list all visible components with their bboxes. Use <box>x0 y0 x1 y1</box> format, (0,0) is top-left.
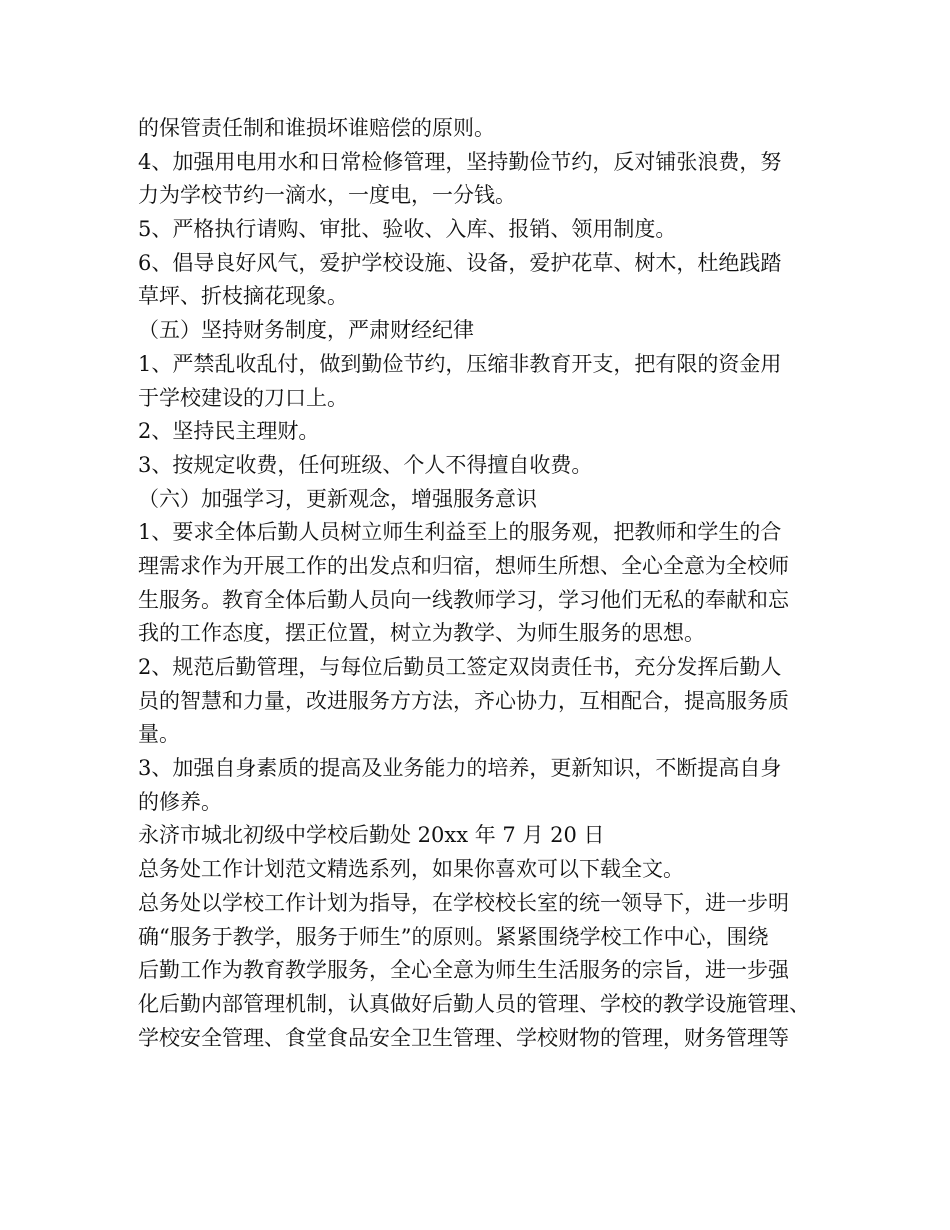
text-line: 化后勤内部管理机制，认真做好后勤人员的管理、学校的教学设施管理、 <box>138 991 810 1016</box>
text-line: 生服务。教育全体后勤人员向一线教师学习，学习他们无私的奉献和忘 <box>138 587 789 612</box>
text-line: 总务处工作计划范文精选系列，如果你喜欢可以下载全文。 <box>138 857 684 882</box>
signature-line: 永济市城北初级中学校后勤处 20xx 年 7 月 20 日 <box>138 823 605 848</box>
text-line: 3、加强自身素质的提高及业务能力的培养，更新知识，不断提高自身 <box>138 756 782 781</box>
text-line: 量。 <box>138 722 180 747</box>
text-line: 的保管责任制和谁损坏谁赔偿的原则。 <box>138 116 495 140</box>
text-line: 2、坚持民主理财。 <box>138 419 320 444</box>
section-heading: （五）坚持财务制度，严肃财经纪律 <box>138 318 474 343</box>
text-line: 的修养。 <box>138 789 222 814</box>
text-line: 1、要求全体后勤人员树立师生利益至上的服务观，把教师和学生的合 <box>138 520 782 545</box>
text-line: 理需求作为开展工作的出发点和归宿，想师生所想、全心全意为全校师 <box>138 553 789 578</box>
text-line: 力为学校节约一滴水，一度电，一分钱。 <box>138 183 516 208</box>
section-heading: （六）加强学习，更新观念，增强服务意识 <box>138 486 537 511</box>
text-line: 总务处以学校工作计划为指导，在学校校长室的统一领导下，进一步明 <box>138 890 789 915</box>
text-line: 2、规范后勤管理，与每位后勤员工签定双岗责任书，充分发挥后勤人 <box>138 655 782 679</box>
text-line: 1、严禁乱收乱付，做到勤俭节约，压缩非教育开支，把有限的资金用 <box>138 351 782 376</box>
document-body <box>138 112 828 1055</box>
text-line: 我的工作态度，摆正位置，树立为教学、为师生服务的思想。 <box>138 621 705 646</box>
text-line: 后勤工作为教育教学服务，全心全意为师生生活服务的宗旨，进一步强 <box>138 958 789 983</box>
text-line: 于学校建设的刀口上。 <box>138 385 348 410</box>
text-line: 6、倡导良好风气，爱护学校设施、设备，爱护花草、树木，杜绝践踏 <box>138 250 782 275</box>
text-line: 5、严格执行请购、审批、验收、入库、报销、领用制度。 <box>138 217 677 242</box>
text-line: 4、加强用电用水和日常检修管理，坚持勤俭节约，反对铺张浪费，努 <box>138 149 782 174</box>
text-line: 草坪、折枝摘花现象。 <box>138 284 348 309</box>
text-line: 3、按规定收费，任何班级、个人不得擅自收费。 <box>138 452 593 477</box>
text-line: 确“服务于教学，服务于师生”的原则。紧紧围绕学校工作中心，围绕 <box>138 924 769 949</box>
text-line: 学校安全管理、食堂食品安全卫生管理、学校财物的管理，财务管理等 <box>138 1025 789 1050</box>
text-line: 员的智慧和力量，改进服务方方法，齐心协力，互相配合，提高服务质 <box>138 688 789 713</box>
